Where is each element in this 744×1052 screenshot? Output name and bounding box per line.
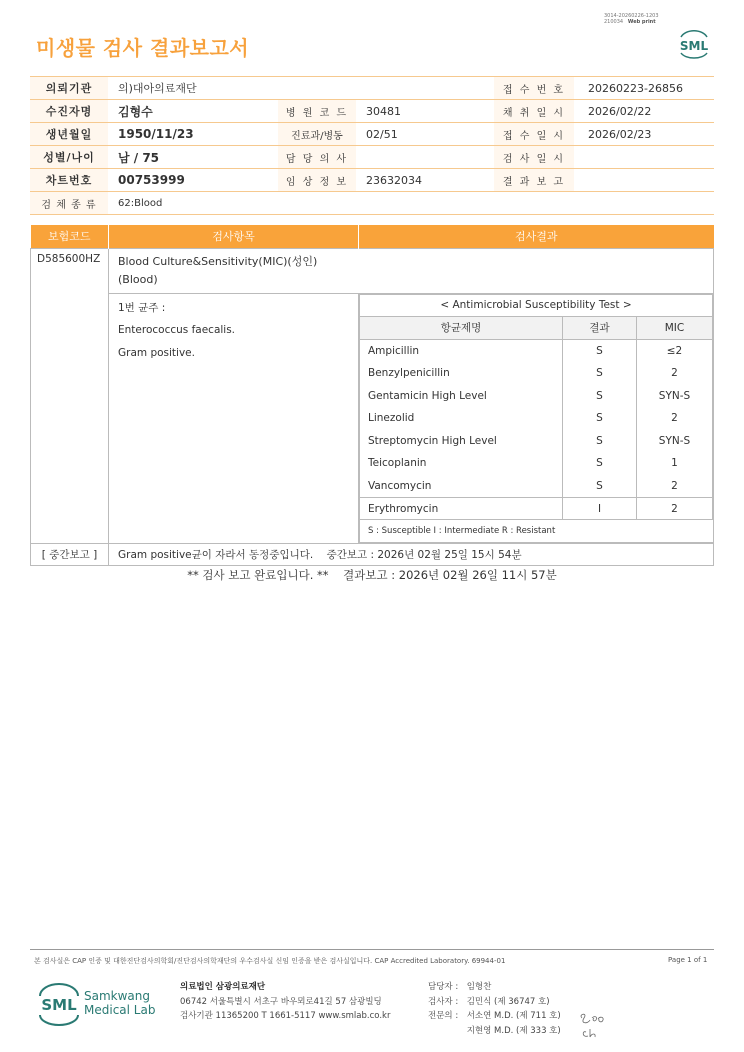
label-chart-number: 차트번호 — [30, 169, 108, 192]
value-received-date: 2026/02/23 — [574, 123, 714, 146]
contact-line: 검사기관 11365200 T 1661-5117 www.smlab.co.kr — [180, 1011, 391, 1021]
sml-logo-icon — [675, 26, 713, 60]
page-number: Page 1 of 1 — [668, 956, 708, 964]
patient-info-table — [30, 76, 714, 215]
value-specimen-type: 62:Blood — [108, 192, 714, 215]
address-line: 06742 서울특별시 서초구 바우뫼로41길 57 삼광빌딩 — [180, 996, 382, 1007]
staff-specialist-1: 서소연 M.D. (제 711 호) — [466, 1011, 561, 1021]
footer-divider — [30, 949, 714, 950]
info-row — [30, 169, 714, 192]
info-row — [30, 77, 714, 100]
label-test-date: 검 사 일 시 — [494, 146, 574, 169]
col-drug: 항균제명 — [360, 317, 563, 340]
specimen-name: (Blood) — [118, 272, 158, 286]
header-test-item: 검사항목 — [109, 225, 359, 248]
label-hospital-code: 병 원 코 드 — [278, 100, 356, 123]
interim-label: [ 중간보고 ] — [31, 544, 109, 566]
header-test-result: 검사결과 — [359, 225, 714, 248]
label-result-report: 결 과 보 고 — [494, 169, 574, 192]
logo-text: SML — [679, 39, 709, 53]
value-collection-date: 2026/02/22 — [574, 100, 714, 123]
label-sex-age: 성별/나이 — [30, 146, 108, 169]
label-specimen-type: 검 체 종 류 — [30, 192, 108, 215]
table-row: Ampicillin S ≤2 — [360, 339, 713, 362]
table-row: Teicoplanin S 1 — [360, 452, 713, 475]
table-row: Vancomycin S 2 — [360, 475, 713, 498]
label-collection-date: 채 취 일 시 — [494, 100, 574, 123]
label-requester: 의뢰기관 — [30, 77, 108, 100]
value-accession: 20260223-26856 — [574, 77, 714, 100]
col-result: 결과 — [563, 317, 637, 340]
organism-cell — [109, 293, 359, 544]
value-birthdate: 1950/11/23 — [108, 123, 278, 146]
accreditation-note: 본 검사실은 CAP 인증 및 대한진단검사의학회/진단검사의학재단의 우수검사실 신임 인증을 받은 검사실입니다. CAP Accredited Laboratory. 69944-01 — [34, 957, 506, 965]
value-clinical-info: 23632034 — [356, 169, 494, 192]
value-result-report — [574, 169, 714, 192]
signature-icon — [576, 1010, 610, 1040]
value-sex-age: 남 / 75 — [108, 146, 278, 169]
staff-tester: 김민식 (제 36747 호) — [466, 996, 550, 1007]
header-insurance-code: 보험코드 — [31, 225, 109, 248]
gram-stain: Gram positive. — [118, 346, 195, 359]
label-patient-name: 수진자명 — [30, 100, 108, 123]
label-accession: 접 수 번 호 — [494, 77, 574, 100]
value-physician — [356, 146, 494, 169]
label-received-date: 접 수 일 시 — [494, 123, 574, 146]
table-row: Benzylpenicillin S 2 — [360, 362, 713, 385]
col-mic: MIC — [637, 317, 713, 340]
web-print-label: Web print — [627, 19, 656, 25]
sml-logo-icon — [36, 980, 82, 1026]
label-birthdate: 생년월일 — [30, 123, 108, 146]
value-department: 02/51 — [356, 123, 494, 146]
staff-manager: 임형찬 — [466, 982, 492, 992]
table-row: Erythromycin I 2 — [360, 497, 713, 520]
info-row — [30, 100, 714, 123]
ast-table — [359, 294, 713, 544]
organism-label: 1번 균주 : — [118, 301, 166, 314]
ast-title: < Antimicrobial Susceptibility Test > — [360, 294, 713, 317]
print-meta — [604, 13, 659, 25]
interim-report: Gram positive균이 자라서 동정중입니다. 중간보고 : 2026년 02월 25일 15시 54분 — [109, 544, 714, 566]
logo-text: SML — [41, 996, 77, 1014]
value-chart-number: 00753999 — [108, 169, 278, 192]
info-row — [30, 192, 714, 215]
value-hospital-code: 30481 — [356, 100, 494, 123]
info-row — [30, 146, 714, 169]
ast-cell — [359, 293, 714, 544]
label-physician: 담 당 의 사 — [278, 146, 356, 169]
ast-legend: S : Susceptible I : Intermediate R : Resistant — [360, 520, 713, 543]
print-line2: 210034 — [604, 19, 624, 25]
value-requester: 의)대아의료재단 — [108, 77, 494, 100]
report-title: 미생물 검사 결과보고서 — [36, 36, 250, 60]
final-report-status: ** 검사 보고 완료입니다. ** 결과보고 : 2026년 02월 26일 11시 57분 — [187, 568, 557, 582]
test-name: Blood Culture&Sensitivity(MIC)(성인) — [118, 254, 318, 268]
value-patient-name: 김형수 — [108, 100, 278, 123]
insurance-code: D585600HZ — [31, 248, 109, 544]
value-test-date — [574, 146, 714, 169]
print-code: 3014-20260226-1203 — [604, 13, 659, 19]
label-department: 진료과/병동 — [278, 123, 356, 146]
test-name-cell — [109, 248, 714, 293]
info-row — [30, 123, 714, 146]
label-clinical-info: 임 상 정 보 — [278, 169, 356, 192]
result-table — [30, 225, 714, 566]
table-row: Streptomycin High Level S SYN-S — [360, 430, 713, 453]
table-row: Gentamicin High Level S SYN-S — [360, 384, 713, 407]
brand-name: Samkwang Medical Lab — [84, 989, 156, 1017]
staff-list: 담당자 : 임형찬 검사자 : 김민식 (제 36747 호) 전문의 : 서소연 M.D. (제 711 호) 지현영 M.D. (제 333 호) — [428, 982, 561, 1036]
table-row: Linezolid S 2 — [360, 407, 713, 430]
organism-name: Enterococcus faecalis. — [118, 324, 236, 337]
org-name: 의료법인 삼광의료재단 — [180, 982, 266, 992]
staff-specialist-2: 지현영 M.D. (제 333 호) — [466, 1025, 561, 1036]
lab-address — [180, 980, 390, 1024]
